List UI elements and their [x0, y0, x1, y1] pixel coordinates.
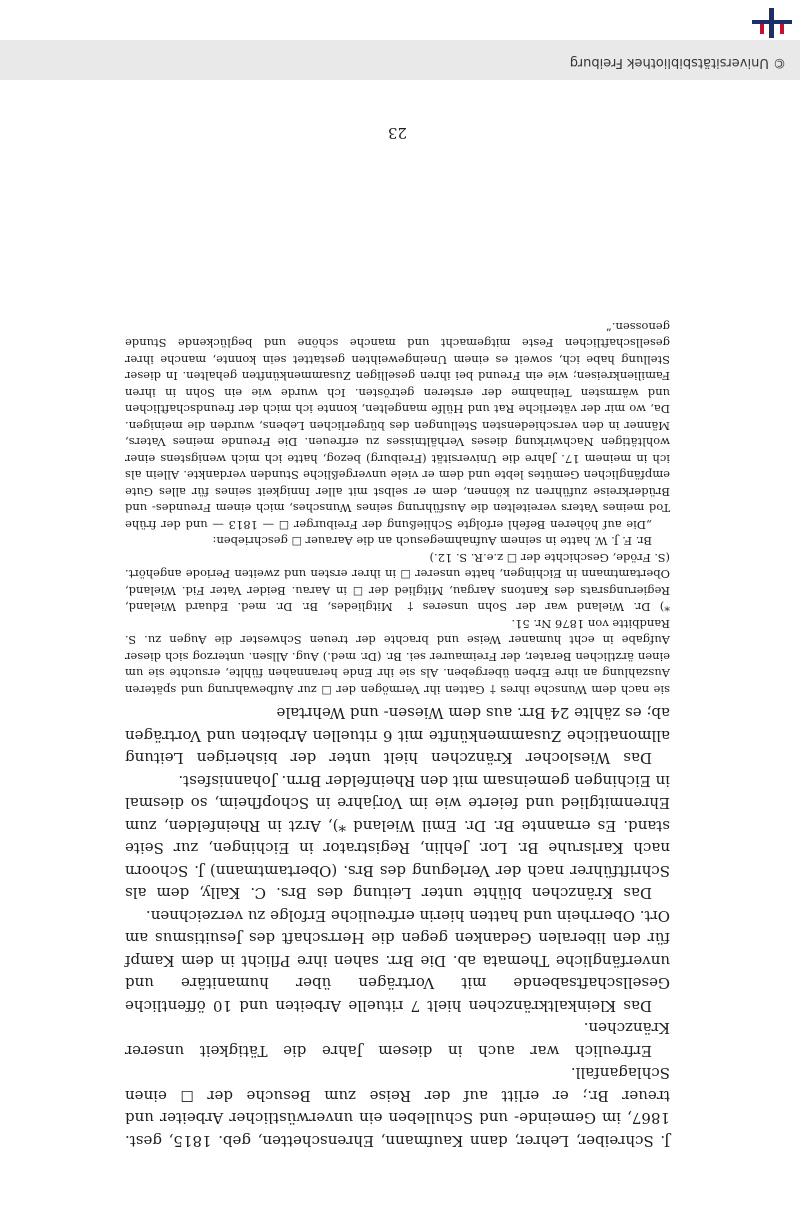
viewer-header — [0, 0, 800, 80]
footnote-wieland: *) Dr. Wieland war der Sohn unseres † Mitgliedes, Br. Dr. med. Eduard Wieland, Regierungsrats des Kantons Aargau, Mitglied der ☐ in Aarau. Beider Vater Fid. Wieland, Obertamtmann in Eichingen, hatte unserer ☐ in ihrer ersten und zweiten Periode angehört. (S. Fröde, Geschichte der ☐ z.e.R. S. 12.) — [125, 551, 670, 615]
page-content — [125, 112, 670, 1152]
paragraph-4: Das Kränzchen blühte unter Leitung des Brs. C. Kally, dem als Schriftführer nach der Verlegung des Brs. (Obertamtmann) J. Schoorn nach Karlsruhe Br. Lor. Jehlin, Registrator in Eichingen, zur Seite stand. Es ernannte Br. Dr. Emil Wieland *), Arzt in Rheinfelden, zum Ehrenmitglied und feierte wie im Vorjahre in Schopfheim, so diesmal in Eichingen gemeinsam mit den Rheinfelder Brrn. Johannisfest. — [125, 772, 670, 903]
copyright-row — [0, 40, 800, 80]
footnote-quote: „Die auf höheren Befehl erfolgte Schließung der Freiburger ☐ — 1813 — und der frühe Tod meines Vaters vereitelten die Ausführung seines Wunsches, mich einem Freundes- und Brüderkreise zuführen zu können, dem er selbst mit aller Innigkeit seines für alles Gute empfänglichen Gemütes lebte und dem er viele unvergeßliche Stunden verdankte. Allein als ich in meinem 17. Jahre die Universität (Freiburg) bezog, hatte ich mich wenigstens einer wohltätigen Nachwirkung dieses Verhältnisses zu erfreuen. Die Freunde meines Vaters, Männer in den verschiedensten Stellungen des bürgerlichen Lebens, wurden die meinigen. Da, wo mir der väterliche Rat und Hülfe mangelten, konnte ich mich der freundschaftlichen und wärmsten Teilnahme der ersteren getrösten. Ich wurde wie ein Sohn in ihren Familienkreisen; wie ein Freund bei ihren geselligen Zusammenkünften gehalten. In dieser Stellung habe ich, soweit es einem Uneingeweihten gestattet sein konnte, manche ihrer gesellschaftlichen Feste mitgemacht und manche schöne und beglückende Stunde genossen.“ — [125, 320, 670, 532]
paragraph-1: J. Schreiber, Lehrer, dann Kaufmann, Ehrenschetten, geb. 1815, gest. 1867, im Gemeinde- und Schulleben ein unverwüstlicher Arbeiter und treuer Br.; er erlitt auf der Reise zum Besuche der ☐ einen Schlaganfall. — [125, 1064, 670, 1150]
footnote-continued: sie nach dem Wunsche ihres † Gatten ihr Vermögen der ☐ zur Aufbewahrung und späteren Auszahlung an ihre Erben übergeben. Als sie ihr Ende herannahen fühlte, ersuchte sie um einen ärztlichen Berater, der Freimaurer sei. Br. (Dr. med.) Aug. Allsen. unterzog sich dieser Aufgabe in echt humaner Weise und brachte der treuen Schwester die Augen zu. S. Randbitte von 1876 Nr. 51. — [125, 617, 670, 697]
ub-freiburg-logo-icon — [752, 8, 792, 38]
paragraph-5: Das Wieslocher Kränzchen hielt unter der bisherigen Leitung allmonatliche Zusammenkünfte mit 6 rituellen Arbeiten und Vorträgen ab; es zählte 24 Brr. aus dem Wiesen- und Wehrtale — [125, 704, 670, 768]
page-number: 23 — [387, 124, 408, 142]
paragraph-3: Das Kleinkaltkränzchen hielt 7 rituelle Arbeiten und 10 öffentliche Gesellschaftsabende mit Vorträgen über humanitäre und unverfängliche Themata ab. Die Brr. sahen ihre Pflicht in dem Kampf für den liberalen Gedanken gegen die Herrschaft des Jesuitismus am Ort. Oberrhein und hatten hierin erfreuliche Erfolge zu verzeichnen. — [125, 907, 670, 1015]
url-row — [0, 0, 800, 40]
paragraph-2: Erfreulich war auch in diesem Jahre die Tätigkeit unserer Kränzchen. — [125, 1019, 670, 1060]
header-bar — [0, 0, 800, 80]
copyright-text: © Universitätsbibliothek Freiburg — [569, 55, 786, 70]
footnote-aarau: Br. F. J. W. hatte in seinem Aufnahmegesuch an die Aarauer ☐ geschrieben: — [212, 534, 652, 549]
